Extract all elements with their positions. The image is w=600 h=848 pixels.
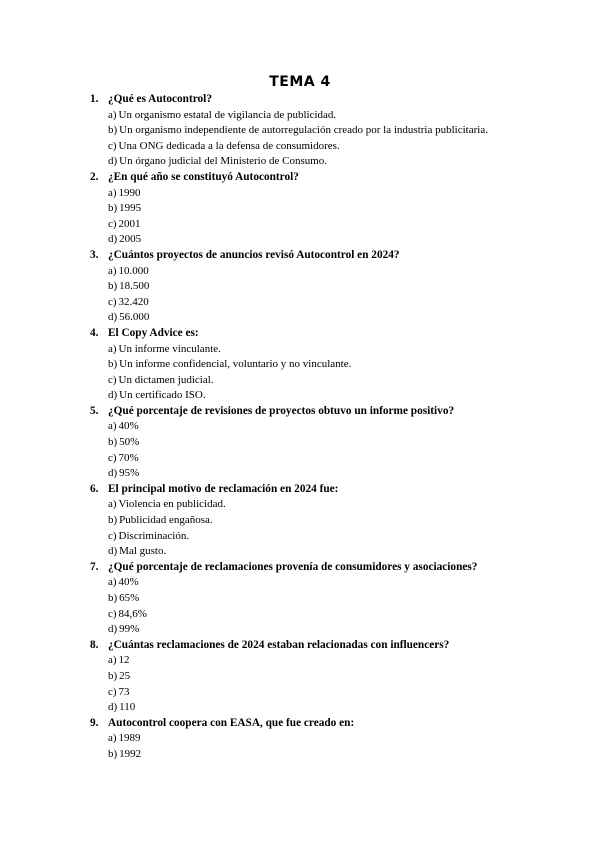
option-text: 1990: [118, 186, 141, 199]
question-number: 5.: [90, 404, 99, 417]
question-number: 9.: [90, 716, 99, 729]
option-letter: d): [108, 155, 118, 168]
option-letter: a): [108, 576, 117, 589]
option-text: 12: [118, 654, 130, 667]
question-3: [90, 248, 510, 326]
option-letter: d): [108, 623, 118, 636]
question-number: 6.: [90, 482, 99, 495]
option-text: Un organismo estatal de vigilancia de publicidad.: [118, 108, 337, 121]
option-text: 40%: [118, 576, 139, 589]
option-text: Un certificado ISO.: [119, 389, 206, 402]
option-letter: b): [108, 124, 118, 137]
option-letter: b): [108, 514, 118, 527]
option-letter: c): [108, 373, 117, 386]
answer-option: [108, 435, 510, 451]
question-heading: [90, 92, 510, 108]
question-number: 1.: [90, 93, 99, 105]
question-heading: [90, 248, 510, 264]
option-letter: c): [108, 139, 117, 152]
option-text: Violencia en publicidad.: [118, 498, 226, 511]
option-text: Un organismo independiente de autorregulación creado por la industria publicitaria.: [119, 124, 488, 137]
answer-option: [108, 232, 510, 248]
option-text: 1992: [119, 747, 142, 760]
question-text: ¿Qué es Autocontrol?: [108, 93, 212, 105]
question-number: 7.: [90, 560, 99, 573]
option-letter: c): [108, 217, 117, 230]
option-text: Discriminación.: [118, 529, 190, 542]
option-letter: d): [108, 233, 118, 246]
answer-option: [108, 653, 510, 669]
question-2: [90, 170, 510, 248]
option-text: 95%: [119, 467, 140, 480]
option-text: 99%: [119, 623, 140, 636]
question-number: 8.: [90, 638, 99, 651]
answer-option: [108, 451, 510, 467]
option-letter: a): [108, 342, 117, 355]
option-text: 70%: [118, 451, 139, 464]
question-number: 2.: [90, 170, 99, 183]
answer-option: [108, 669, 510, 685]
question-6: [90, 482, 510, 560]
option-text: 1989: [118, 732, 141, 745]
option-letter: a): [108, 498, 117, 511]
question-text: ¿En qué año se constituyó Autocontrol?: [108, 170, 299, 183]
option-letter: d): [108, 545, 118, 558]
answer-option: [108, 279, 510, 295]
option-text: Publicidad engañosa.: [119, 514, 213, 527]
answer-option: [108, 217, 510, 233]
answer-option: [108, 186, 510, 202]
question-4: [90, 326, 510, 404]
answer-option: [108, 419, 510, 435]
option-letter: c): [108, 451, 117, 464]
question-text: ¿Qué porcentaje de reclamaciones provenía de consumidores y asociaciones?: [108, 560, 478, 573]
question-heading: [90, 326, 510, 342]
answer-option: [108, 295, 510, 311]
answer-option: [108, 264, 510, 280]
option-text: 18.500: [119, 280, 150, 293]
answer-option: [108, 357, 510, 373]
question-heading: [90, 638, 510, 654]
question-number: 4.: [90, 326, 99, 339]
option-text: 56.000: [119, 311, 150, 324]
answer-option: [108, 108, 510, 124]
answer-option: [108, 591, 510, 607]
option-text: 2005: [119, 233, 142, 246]
answer-option: [108, 310, 510, 326]
option-letter: c): [108, 295, 117, 308]
answer-option: [108, 201, 510, 217]
answer-option: [108, 575, 510, 591]
option-text: 50%: [119, 436, 140, 449]
answer-option: [108, 685, 510, 701]
option-letter: d): [108, 389, 118, 402]
answer-option: [108, 747, 510, 763]
answer-option: [108, 139, 510, 155]
answer-option: [108, 607, 510, 623]
option-text: Mal gusto.: [119, 545, 167, 558]
question-1: [90, 92, 510, 170]
question-9: [90, 716, 510, 763]
option-letter: b): [108, 747, 118, 760]
question-7: [90, 560, 510, 638]
option-text: Un dictamen judicial.: [118, 373, 214, 386]
question-list: [90, 92, 510, 763]
option-text: Un órgano judicial del Ministerio de Consumo.: [119, 155, 328, 168]
option-letter: b): [108, 202, 118, 215]
option-letter: d): [108, 467, 118, 480]
option-letter: a): [108, 264, 117, 277]
page-title: TEMA 4: [269, 74, 331, 90]
option-letter: b): [108, 669, 118, 682]
option-text: 65%: [119, 592, 140, 604]
question-text: El Copy Advice es:: [108, 326, 199, 339]
option-letter: d): [108, 701, 118, 714]
option-letter: a): [108, 732, 117, 745]
answer-option: [108, 154, 510, 170]
question-heading: [90, 170, 510, 186]
question-number: 3.: [90, 248, 99, 261]
answer-option: [108, 622, 510, 638]
question-8: [90, 638, 510, 716]
answer-option: [108, 700, 510, 716]
option-letter: b): [108, 358, 118, 371]
question-text: ¿Cuántas reclamaciones de 2024 estaban relacionadas con influencers?: [108, 638, 450, 651]
option-text: 40%: [118, 420, 139, 433]
option-text: 25: [119, 669, 131, 682]
option-letter: c): [108, 607, 117, 620]
option-letter: a): [108, 108, 117, 121]
option-text: Una ONG dedicada a la defensa de consumidores.: [118, 139, 340, 152]
answer-option: [108, 497, 510, 513]
option-text: 2001: [118, 217, 141, 230]
option-letter: a): [108, 420, 117, 433]
option-text: 110: [119, 701, 136, 714]
option-text: 73: [118, 685, 130, 698]
question-text: El principal motivo de reclamación en 2024 fue:: [108, 482, 339, 495]
option-letter: a): [108, 186, 117, 199]
question-heading: [90, 716, 510, 732]
option-text: 10.000: [118, 264, 149, 277]
option-text: Un informe vinculante.: [118, 342, 221, 355]
answer-option: [108, 731, 510, 747]
option-text: 32.420: [118, 295, 149, 308]
option-letter: b): [108, 592, 118, 604]
option-text: Un informe confidencial, voluntario y no vinculante.: [119, 358, 352, 371]
option-letter: b): [108, 436, 118, 449]
answer-option: [108, 373, 510, 389]
answer-option: [108, 342, 510, 358]
answer-option: [108, 466, 510, 482]
question-text: ¿Cuántos proyectos de anuncios revisó Autocontrol en 2024?: [108, 248, 400, 261]
question-heading: [90, 560, 510, 576]
question-text: ¿Qué porcentaje de revisiones de proyectos obtuvo un informe positivo?: [108, 404, 455, 417]
option-text: 84,6%: [118, 607, 147, 620]
question-5: [90, 404, 510, 482]
question-text: Autocontrol coopera con EASA, que fue creado en:: [108, 716, 355, 729]
answer-option: [108, 529, 510, 545]
option-letter: c): [108, 685, 117, 698]
answer-option: [108, 123, 510, 139]
option-letter: d): [108, 311, 118, 324]
answer-option: [108, 544, 510, 560]
option-letter: c): [108, 529, 117, 542]
question-heading: [90, 404, 510, 420]
option-letter: a): [108, 654, 117, 667]
question-heading: [90, 482, 510, 498]
option-text: 1995: [119, 202, 142, 215]
option-letter: b): [108, 280, 118, 293]
answer-option: [108, 513, 510, 529]
answer-option: [108, 388, 510, 404]
